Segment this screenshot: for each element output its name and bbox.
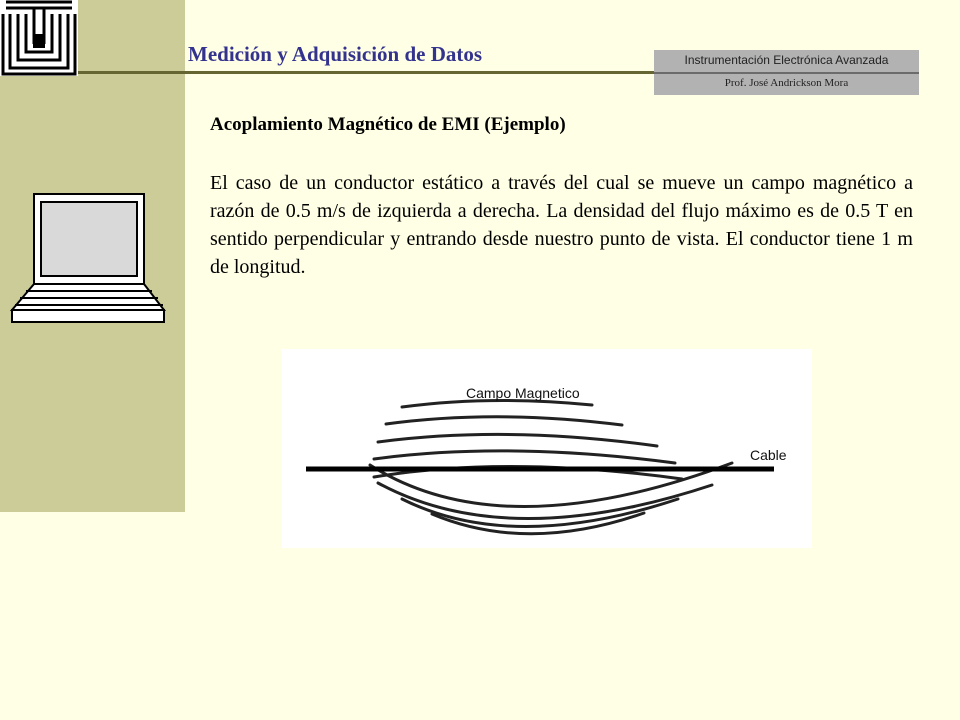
cable-label: Cable xyxy=(750,447,787,463)
body-paragraph: El caso de un conductor estático a través del cual se mueve un campo magnético a razón de 0.5 m/s de izquierda a derecha. La densidad del flujo máximo es de 0.5 T en sentido perpendicular y entrando desde nuestro punto de vista. El conductor tiene 1 m de longitud. xyxy=(210,172,913,278)
section-title: Acoplamiento Magnético de EMI (Ejemplo) xyxy=(210,114,566,135)
course-name: Instrumentación Electrónica Avanzada xyxy=(684,53,889,67)
field-arc xyxy=(378,483,712,519)
page-title: Medición y Adquisición de Datos xyxy=(188,42,483,66)
field-diagram xyxy=(282,349,812,548)
info-divider xyxy=(654,72,919,74)
magnetic-field-figure xyxy=(282,349,812,548)
field-label: Campo Magnetico xyxy=(466,385,580,401)
header-rule xyxy=(78,71,655,74)
field-arc xyxy=(386,417,622,425)
logo xyxy=(0,0,78,76)
field-arc xyxy=(402,400,592,407)
field-arc xyxy=(378,434,657,446)
institution-logo-icon xyxy=(0,0,78,76)
field-arc xyxy=(374,451,675,463)
course-info-box xyxy=(654,50,919,95)
laptop-icon xyxy=(8,192,170,331)
field-arc xyxy=(402,499,678,527)
professor-name: Prof. José Andrickson Mora xyxy=(724,77,849,89)
